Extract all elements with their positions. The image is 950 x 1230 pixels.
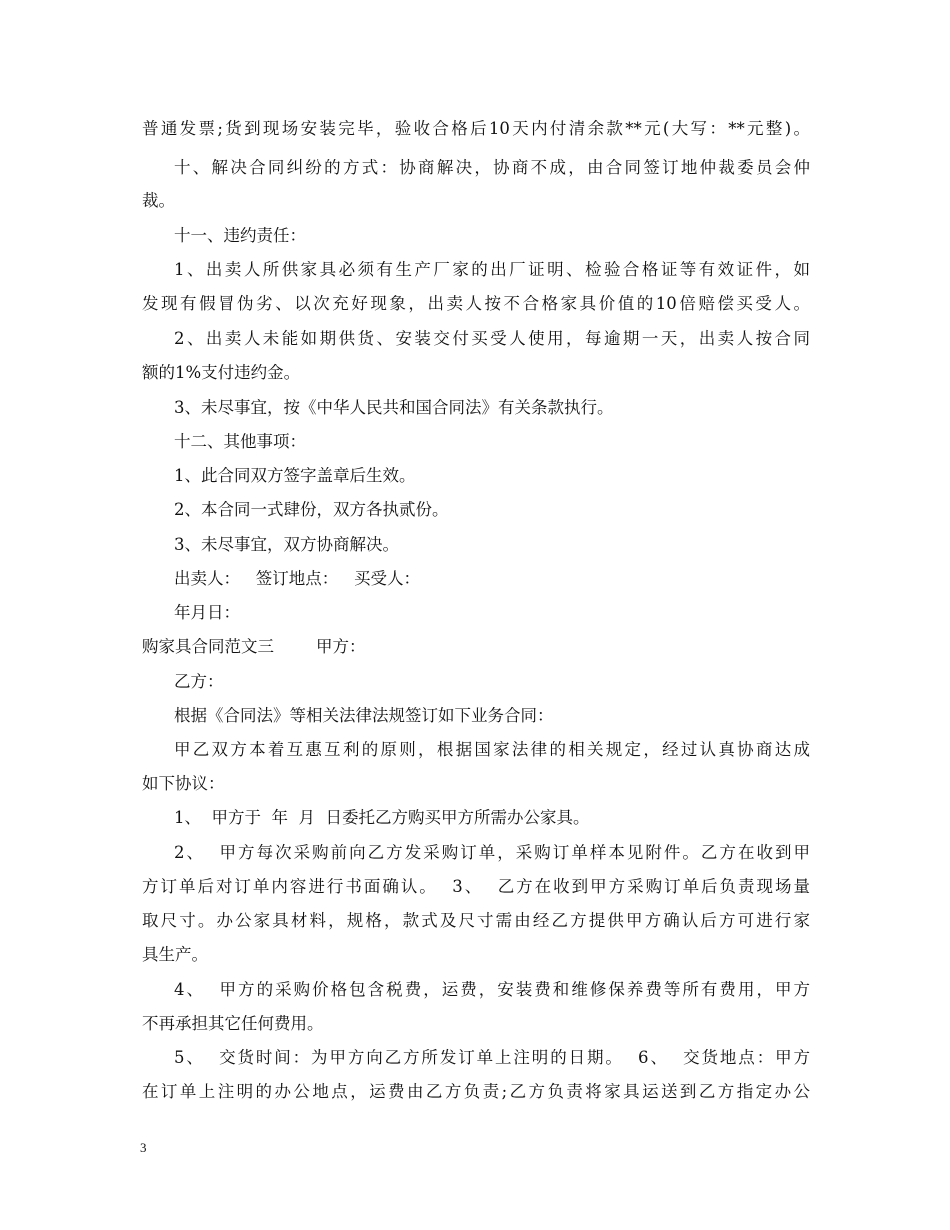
text-line: 1、出卖人所供家具必须有生产厂家的出厂证明、检验合格证等有效证件，如: [174, 260, 810, 279]
text-line: 取尺寸。办公家具材料，规格，款式及尺寸需由经乙方提供甲方确认后方可进行家: [142, 911, 810, 930]
text-line: 额的1%支付违约金。: [142, 363, 301, 382]
text-line: 4、 甲方的采购价格包含税费，运费，安装费和维修保养费等所有费用，甲方: [174, 980, 810, 999]
text-line: 如下协议：: [142, 774, 225, 793]
text-line: 3、未尽事宜，按《中华人民共和国合同法》有关条款执行。: [174, 398, 614, 417]
text-line: 方订单后对订单内容进行书面确认。 3、 乙方在收到甲方采购订单后负责现场量: [142, 877, 810, 896]
text-line: 1、此合同双方签字盖章后生效。: [174, 466, 416, 485]
text-line: 3、未尽事宜，双方协商解决。: [174, 535, 399, 554]
text-line: 具生产。: [142, 945, 208, 964]
text-line: 裁。: [142, 191, 175, 210]
signature-line: 出卖人： 签订地点： 买受人：: [174, 569, 420, 588]
date-line: 年月日：: [174, 603, 240, 622]
text-line: 普通发票;货到现场安装完毕，验收合格后10天内付清余款**元(大写：**元整)。: [142, 119, 810, 138]
text-line: 2、 甲方每次采购前向乙方发采购订单，采购订单样本见附件。乙方在收到甲: [174, 843, 810, 862]
text-line: 1、 甲方于 年 月 日委托乙方购买甲方所需办公家具。: [174, 808, 590, 827]
text-line: 在订单上注明的办公地点，运费由乙方负责;乙方负责将家具运送到乙方指定办公: [142, 1082, 810, 1101]
section-heading: 购家具合同范文三 甲方：: [142, 637, 366, 656]
text-line: 十一、违约责任：: [174, 226, 306, 245]
text-line: 甲乙双方本着互惠互利的原则，根据国家法律的相关规定，经过认真协商达成: [174, 740, 810, 759]
text-line: 发现有假冒伪劣、以次充好现象，出卖人按不合格家具价值的10倍赔偿买受人。: [142, 294, 810, 313]
text-line: 十二、其他事项：: [174, 432, 306, 451]
text-line: 2、出卖人未能如期供货、安装交付买受人使用，每逾期一天，出卖人按合同: [174, 329, 810, 348]
text-line: 2、本合同一式肆份，双方各执贰份。: [174, 500, 449, 519]
page-number: 3: [140, 1140, 147, 1155]
text-line: 5、 交货时间：为甲方向乙方所发订单上注明的日期。 6、 交货地点：甲方: [174, 1048, 810, 1067]
text-line: 乙方：: [174, 672, 224, 691]
text-line: 根据《合同法》等相关法律法规签订如下业务合同：: [174, 706, 554, 725]
text-line: 不再承担其它任何费用。: [142, 1014, 324, 1033]
text-line: 十、解决合同纠纷的方式：协商解决，协商不成，由合同签订地仲裁委员会仲: [174, 158, 810, 177]
